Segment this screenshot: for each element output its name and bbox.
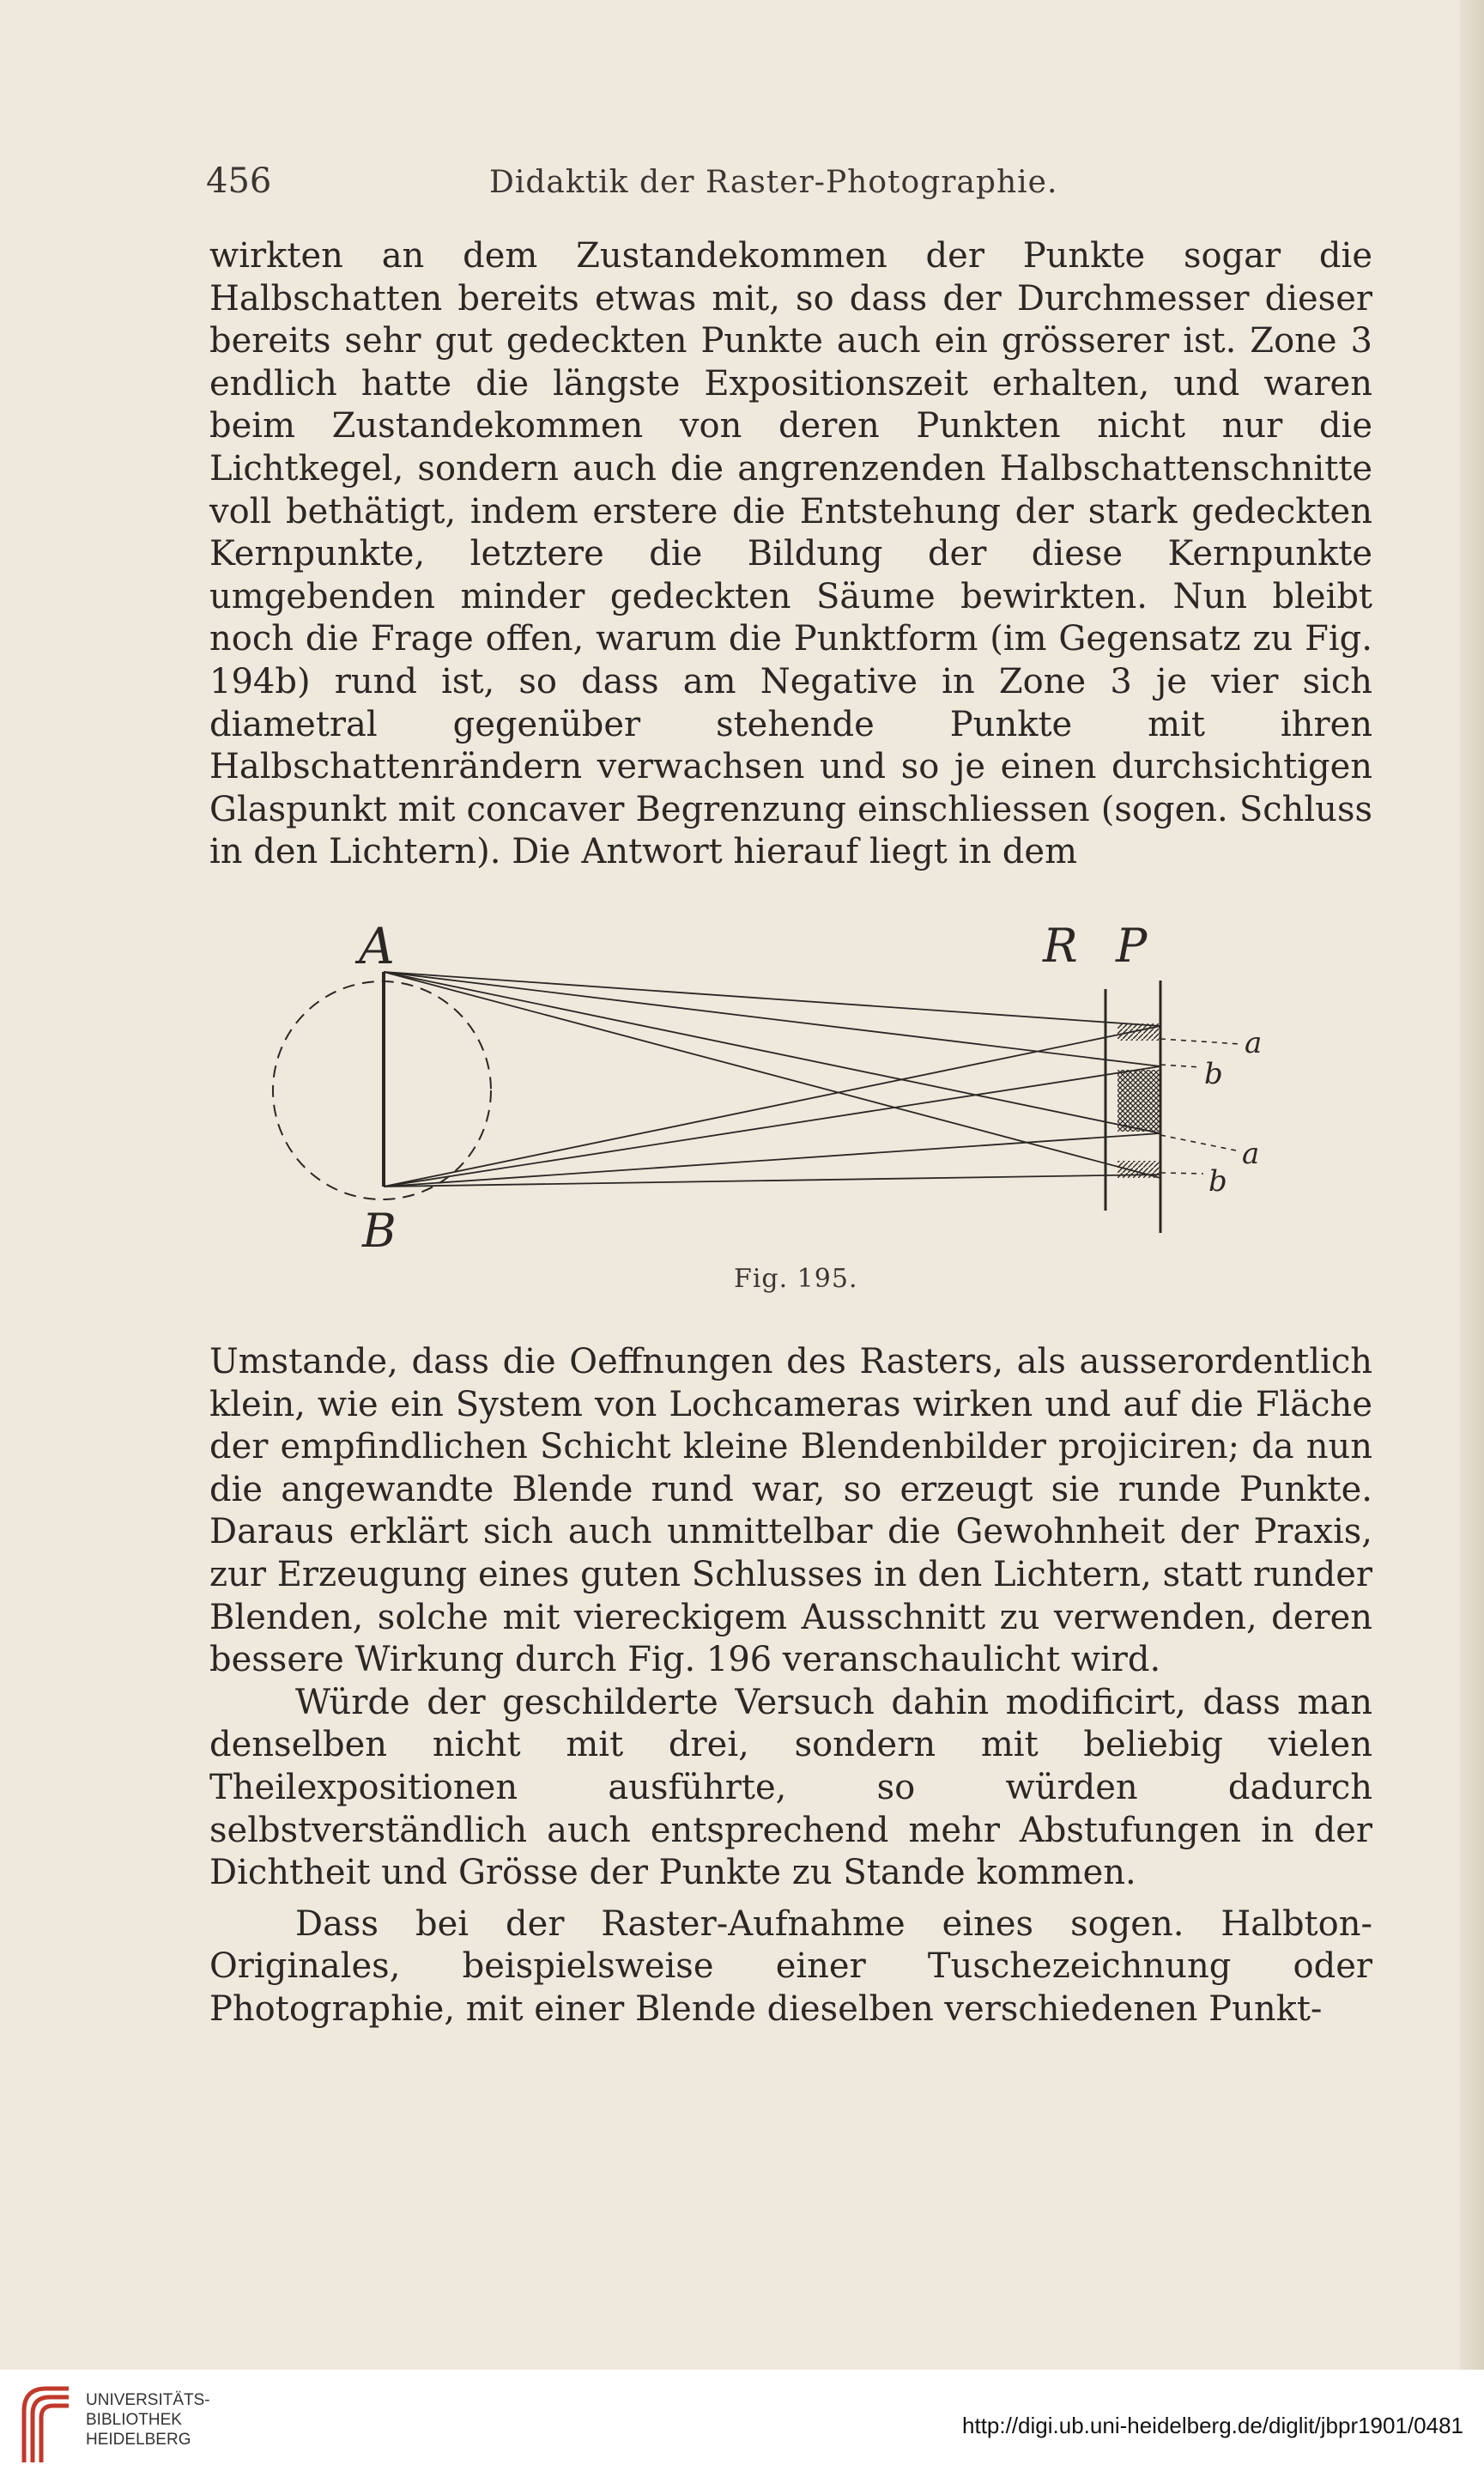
library-name [86, 2390, 210, 2450]
page-number: 456 [206, 161, 272, 201]
paragraph: Dass bei der Raster-Aufnahme eines sogen. Halbton-Originales, beispielsweise einer Tuschezeichnung oder Photographie, mit einer Blende dieselben verschiedenen Punkt- [209, 1903, 1372, 2029]
running-title: Didaktik der Raster-Photographie. [489, 165, 1058, 200]
library-line: UNIVERSITÄTS- [86, 2391, 210, 2409]
label-a-lower: a [1242, 1137, 1260, 1171]
library-line: HEIDELBERG [86, 2431, 191, 2449]
half-shadow-bottom [1118, 1161, 1160, 1178]
figure-caption: Fig. 195. [734, 1264, 858, 1294]
light-rays [384, 972, 1160, 1187]
figure-195 [257, 910, 1339, 1314]
body-text-bottom [209, 1341, 1372, 2031]
label-P: P [1116, 919, 1148, 973]
raster-diagram [257, 910, 1339, 1314]
paragraph: Umstande, dass die Oeffnungen des Rasters, als ausserordentlich klein, wie ein System von Lochcameras wirken und auf die Fläche der empfindlichen Schicht kleine Blendenbilder projiciren; da nun die angewandte Blende rund war, so erzeugt sie runde Punkte. Daraus erklärt sich auch unmittelbar die Gewohnheit der Praxis, zur Erzeugung eines guten Schlusses in den Lichtern, statt runder Blenden, solche mit viereckigem Ausschnitt zu verwenden, deren bessere Wirkung durch Fig. 196 veranschaulicht wird. [209, 1342, 1372, 1680]
label-b-upper: b [1204, 1057, 1223, 1091]
label-a-upper: a [1245, 1026, 1263, 1060]
library-line: BIBLIOTHEK [86, 2411, 182, 2429]
library-logo-icon [17, 2377, 77, 2471]
page-edge [1460, 0, 1484, 2483]
label-b-lower: b [1208, 1164, 1227, 1199]
label-A: A [359, 917, 395, 975]
body-text-top [209, 235, 1372, 874]
half-shadow-top [1118, 1023, 1160, 1041]
footer [0, 2370, 1484, 2483]
leader-lines [1160, 1039, 1240, 1174]
label-B: B [362, 1204, 397, 1258]
source-url-link[interactable]: http://digi.ub.uni-heidelberg.de/diglit/jbpr1901/0481 [962, 2413, 1463, 2438]
page-header [206, 161, 1356, 213]
label-R: R [1043, 919, 1078, 973]
core-point [1118, 1070, 1160, 1132]
paragraph: wirkten an dem Zustandekommen der Punkte sogar die Halbschatten bereits etwas mit, so dass der Durchmesser dieser bereits sehr gut gedeckten Punkte auch ein grösserer ist. Zone 3 endlich hatte die längste Expositionszeit erhalten, und waren beim Zustandekommen von deren Punkten nicht nur die Lichtkegel, sondern auch die angrenzenden Halbschattenschnitte voll bethätigt, indem erstere die Entstehung der stark gedeckten Kernpunkte, letztere die Bildung der diese Kernpunkte umgebenden minder gedeckten Säume bewirkten. Nun bleibt noch die Frage offen, warum die Punktform (im Gegensatz zu Fig. 194b) rund ist, so dass am Negative in Zone 3 je vier sich diametral gegenüber stehende Punkte mit ihren Halbschattenrändern verwachsen und so je einen durchsichtigen Glaspunkt mit concaver Begrenzung einschliessen (sogen. Schluss in den Lichtern). Die Antwort hierauf liegt in dem [209, 236, 1372, 872]
paragraph: Würde der geschilderte Versuch dahin modificirt, dass man denselben nicht mit drei, sondern mit beliebig vielen Theilexpositionen ausführte, so würden dadurch selbstverständlich auch entsprechend mehr Abstufungen in der Dichtheit und Grösse der Punkte zu Stande kommen. [209, 1682, 1372, 1893]
